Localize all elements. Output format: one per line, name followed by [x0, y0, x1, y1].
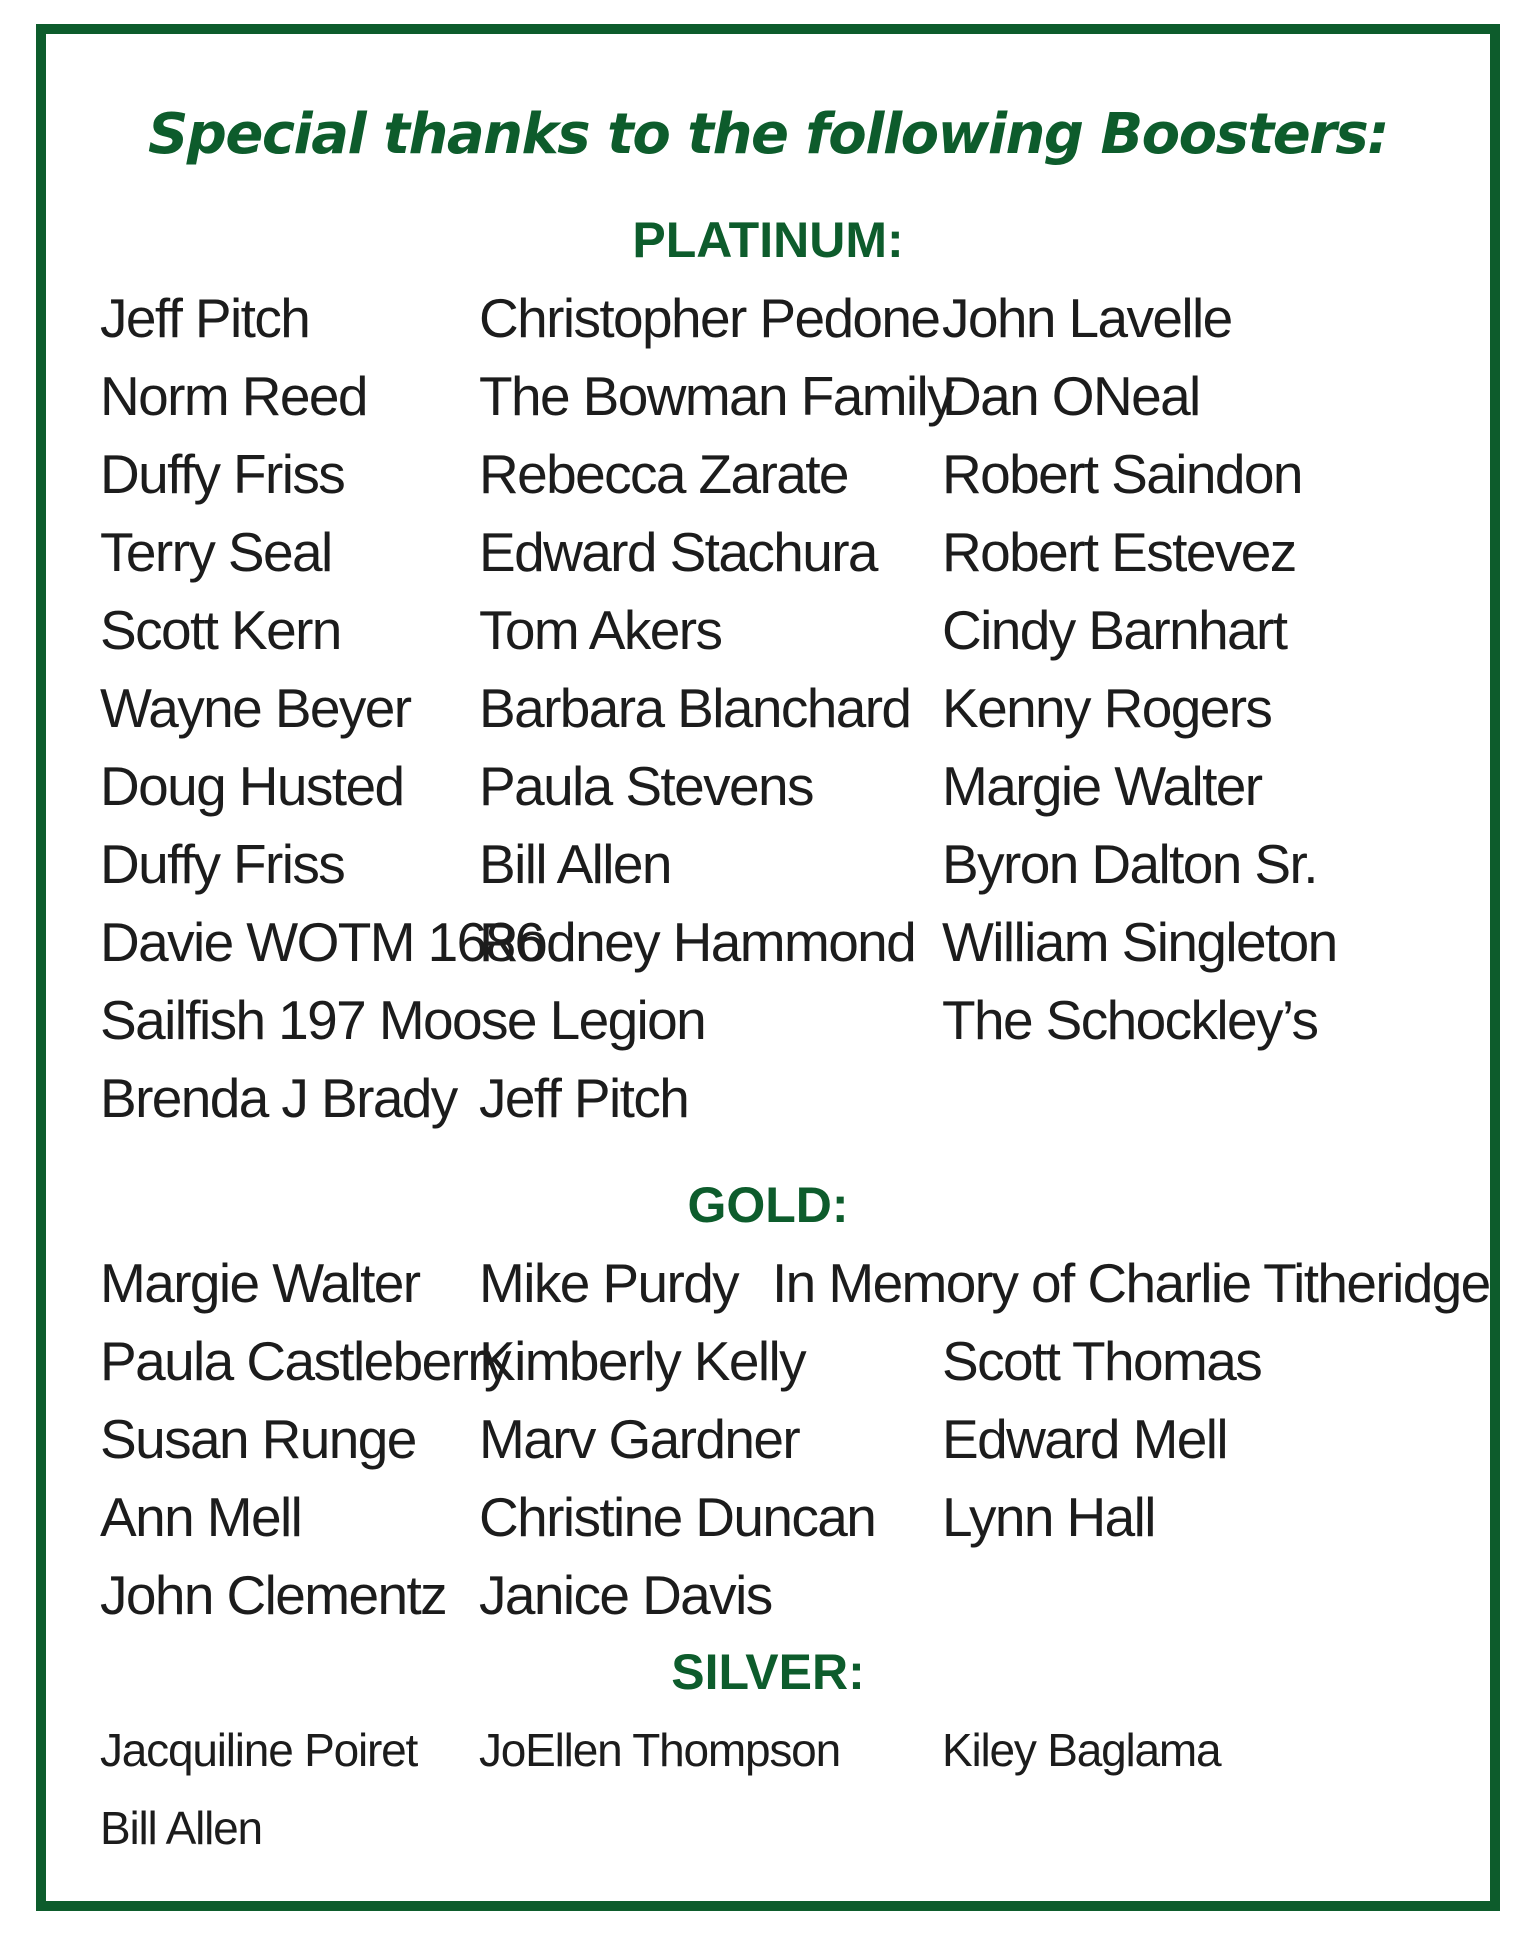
booster-name: Christine Duncan — [479, 1486, 876, 1548]
booster-name: Dan ONeal — [942, 365, 1200, 427]
booster-name: Kenny Rogers — [942, 677, 1272, 739]
booster-name: In Memory of Charlie Titheridge — [772, 1252, 1490, 1314]
booster-name: William Singleton — [942, 911, 1337, 973]
booster-name: Scott Thomas — [942, 1330, 1262, 1392]
booster-name: Kiley Baglama — [942, 1724, 1221, 1776]
booster-name: Bill Allen — [479, 833, 671, 895]
booster-name: Davie WOTM 1686 — [100, 911, 544, 973]
heading-platinum: PLATINUM: — [632, 212, 904, 268]
booster-name: Byron Dalton Sr. — [942, 833, 1317, 895]
booster-name: Paula Stevens — [479, 755, 813, 817]
booster-name: John Clementz — [100, 1564, 447, 1626]
page-title: Special thanks to the following Boosters: — [147, 102, 1389, 167]
booster-name: Rodney Hammond — [479, 911, 916, 973]
booster-name: Christopher Pedone — [479, 287, 940, 349]
booster-name: Jeff Pitch — [100, 287, 310, 349]
booster-name: JoEllen Thompson — [479, 1724, 840, 1776]
booster-name: Marv Gardner — [479, 1408, 800, 1470]
booster-name: Norm Reed — [100, 365, 367, 427]
booster-name: Margie Walter — [942, 755, 1262, 817]
booster-name: Paula Castleberry — [100, 1330, 510, 1392]
booster-name: Wayne Beyer — [100, 677, 411, 739]
booster-name: Scott Kern — [100, 599, 341, 661]
booster-name: Edward Stachura — [479, 521, 877, 583]
booster-name: The Schockley’s — [942, 989, 1318, 1051]
heading-silver: SILVER: — [671, 1644, 865, 1700]
booster-name: Rebecca Zarate — [479, 443, 848, 505]
booster-name: Brenda J Brady — [100, 1067, 457, 1129]
booster-name: Jeff Pitch — [479, 1067, 689, 1129]
booster-name: Bill Allen — [100, 1802, 262, 1854]
booster-name: Terry Seal — [100, 521, 332, 583]
booster-name: Duffy Friss — [100, 443, 345, 505]
booster-name: Janice Davis — [479, 1564, 772, 1626]
booster-name: Susan Runge — [100, 1408, 416, 1470]
booster-name: The Bowman Family — [479, 365, 954, 427]
booster-name: Kimberly Kelly — [479, 1330, 806, 1392]
booster-name: Edward Mell — [942, 1408, 1228, 1470]
booster-name: Tom Akers — [479, 599, 722, 661]
booster-name: Margie Walter — [100, 1252, 420, 1314]
booster-name: Robert Estevez — [942, 521, 1296, 583]
booster-name: Mike Purdy — [479, 1252, 739, 1314]
booster-name: Barbara Blanchard — [479, 677, 911, 739]
booster-name: Jacquiline Poiret — [100, 1724, 418, 1776]
booster-name: Duffy Friss — [100, 833, 345, 895]
booster-name: John Lavelle — [942, 287, 1232, 349]
booster-name: Lynn Hall — [942, 1486, 1155, 1548]
booster-name: Doug Husted — [100, 755, 404, 817]
heading-gold: GOLD: — [687, 1177, 849, 1233]
booster-name: Sailfish 197 Moose Legion — [100, 989, 706, 1051]
booster-name: Robert Saindon — [942, 443, 1302, 505]
booster-name: Cindy Barnhart — [942, 599, 1287, 661]
booster-name: Ann Mell — [100, 1486, 302, 1548]
